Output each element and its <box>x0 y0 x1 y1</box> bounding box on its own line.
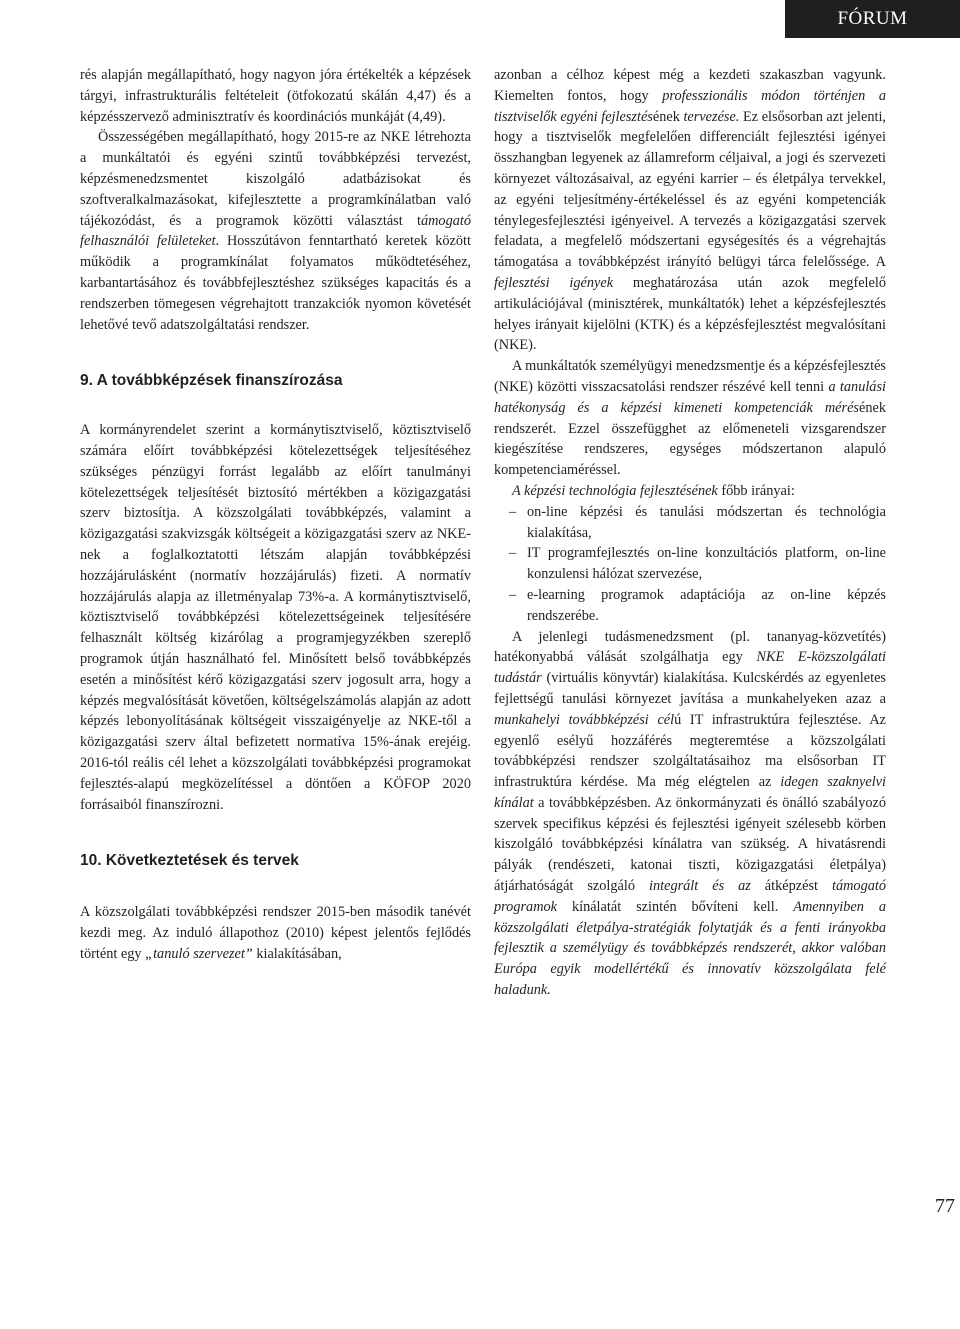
list-item: – on-line képzési és tanulási módszertan és technológia kialakítása, <box>509 503 886 541</box>
paragraph: rés alapján megállapítható, hogy nagyon jóra értékelték a képzések tárgyi, infrastrukturális feltételeit (ötfokozatú skálán 4,47) és a képzésszervező adminisztratív és koordinációs munkáját (4,49). <box>80 67 471 125</box>
paragraph: azonban a célhoz képest még a kezdeti szakaszban vagyunk. Kiemelten fontos, hogy professzionális módon történjen a tisztviselők egyéni fejlesztésének tervezése. Ez elsősorban azt jelenti, hogy a tisztviselők megfelelően differenciált fejlesztési igényei összhangban legyenek az államreform céljaival, a jogi és szervezeti környezet változásaival, az egyéni karrier – és életpálya tervekkel, az egyéni teljesítmény-értékeléssel és az egyéni kompetenciák ténylegesfejlesztési igényeivel. A tervezés a közigazgatási szervek feladata, a megfelelő módszertani egységesítés és a végrehajtás támogatása a továbbképzést irányító belügyi tárca felelőssége. A fejlesztési igények meghatározása után azok megfelelő artikulációjával (minisztérek, munkáltatók) lehet a képzésfejlesztés helyes irányait kijelölni (KTK) és a képzésfejlesztést megvalósítani (NKE). <box>494 67 887 354</box>
section-title: FÓRUM <box>837 8 908 29</box>
paragraph: A közszolgálati továbbképzési rendszer 2015-ben második tanévét kezdi meg. Az induló állapothoz (2010) képest jelentős fejlődés történt egy „tanuló szervezet” kialakításában, <box>80 904 471 962</box>
list-item: – IT programfejlesztés on-line konzultációs platform, on-line konzulensi hálózat szervezése, <box>509 545 886 583</box>
left-column <box>80 65 471 964</box>
page-number: 77 <box>935 1195 955 1217</box>
dash-bullet: – <box>509 586 517 603</box>
paragraph: A képzési technológia fejlesztésének főbb irányai: <box>512 482 795 499</box>
section-heading-9: 9. A továbbképzések finanszírozása <box>80 372 343 390</box>
paragraph: A munkáltatók személyügyi menedzsmentje és a képzésfejlesztés (NKE) közötti visszacsatolási rendszer részévé kell tenni a tanulási hatékonyság és a képzési kimeneti kompetenciák mérésének rendszerét. Ezzel összefügghet az előmeneteli vizsgarendszer kiegészítése rendszeres, egységes módszertanon alapuló kompetenciaméréssel. <box>494 358 886 479</box>
section-heading-10: 10. Következtetések és tervek <box>80 852 299 870</box>
section-tab <box>785 0 960 38</box>
paragraph: Összességében megállapítható, hogy 2015-re az NKE létrehozta a munkáltatói és egyéni szintű továbbképzési tervezést, képzésmenedzsmentet kiszolgáló adatbázisokat és szoftveralkalmazásokat, kifejlesztette a programkínálatban való tájékozódást, és a programok közötti választást támogató felhasználói felületeket. Hosszútávon fenntartható keretek között működik a programkínálat folyamatos működtetéséhez, karbantartásához és továbbfejlesztéshez szükséges kapacitás és a rendszerben tömegesen végrehajtott tranzakciók nyomon követését lehetővé tevő adatszolgáltatási rendszer. <box>80 129 471 333</box>
paragraph: A kormányrendelet szerint a kormánytisztviselő, köztisztviselő számára előírt továbbképzési kötelezettségek teljesítéséhez szükséges pénzügyi forrást legalább az előírt tanulmányi kötelezettségek teljesítését biztosító mértékben a közigazgatási szerv biztosítja. A közszolgálati továbbképzés, valamint a közigazgatási szakvizsgák költségeit a közigazgatási szerv az NKE-nek a foglalkoztatotti létszám alapján továbbképzési hozzájárulásként (normatív hozzájárulás) fizeti. A normatív hozzájárulás alapja az illetményalap 73%-a. A kormánytisztviselő, köztisztviselő továbbképzési kötelezettségeinek teljesítésére felhasznált költség kizárólag a programjegyzékben szereplő programok útján használható fel. Minősített belső továbbképzés esetén a minősítést kérő közigazgatási szerv jogosult arra, hogy a képzés megvalósítását követően, költségelszámolás alapján az adott képzés lebonyolításának költségeit visszaigényelje az NKE-től a közigazgatási szerv által befizetett normatíva 15%-ának erejéig. 2016-tól reális cél lehet a közszolgálati továbbképzési programokat fejlesztés-alapú megközelítéssel a döntően a KÖFOP 2020 forrásaiból finanszírozni. <box>80 422 471 813</box>
right-column <box>494 65 886 1001</box>
paragraph: A jelenlegi tudásmenedzsment (pl. tananyag-közvetítés) hatékonyabbá válását szolgálhatja egy NKE E-közszolgálati tudástár (virtuális könyvtár) kialakítása. Kulcskérdés az egyenletes fejlettségű tanulási környezet javítása a munkahelyeken azaz a munkahelyi továbbképzési célú IT infrastruktúra fejlesztése. Az egyenlő esélyű hozzáférés megteremtése a közszolgálati továbbképzési rendszer szolgáltatásaihoz ma elsősorban IT infrastruktúra kérdése. Ma még elégtelen az idegen szaknyelvi kínálat a továbbképzésben. Az önkormányzati és önálló szabályozó szervek specifikus képzési és fejlesztési igényeit szélesebb körben kiszolgáló továbbképzési kínálatra van szükség. A hivatásrendi pályák (rendészeti, katonai tiszti, közigazgatási életpálya) átjárhatóságát szolgáló integrált és az átképzést támogató programok kínálatát szintén bővíteni kell. Amennyiben a közszolgálati életpálya-stratégiák folytatják és a fenti irányokba fejlesztik a személyügy és továbbképzés rendszerét, akkor valóban Európa egyik modellértékű és innovatív közszolgálata felé haladunk. <box>494 628 887 999</box>
list-item: – e-learning programok adaptációja az on-line képzés rendszerébe. <box>509 586 886 624</box>
bullet-list <box>494 502 886 627</box>
dash-bullet: – <box>509 503 517 520</box>
dash-bullet: – <box>509 545 517 562</box>
